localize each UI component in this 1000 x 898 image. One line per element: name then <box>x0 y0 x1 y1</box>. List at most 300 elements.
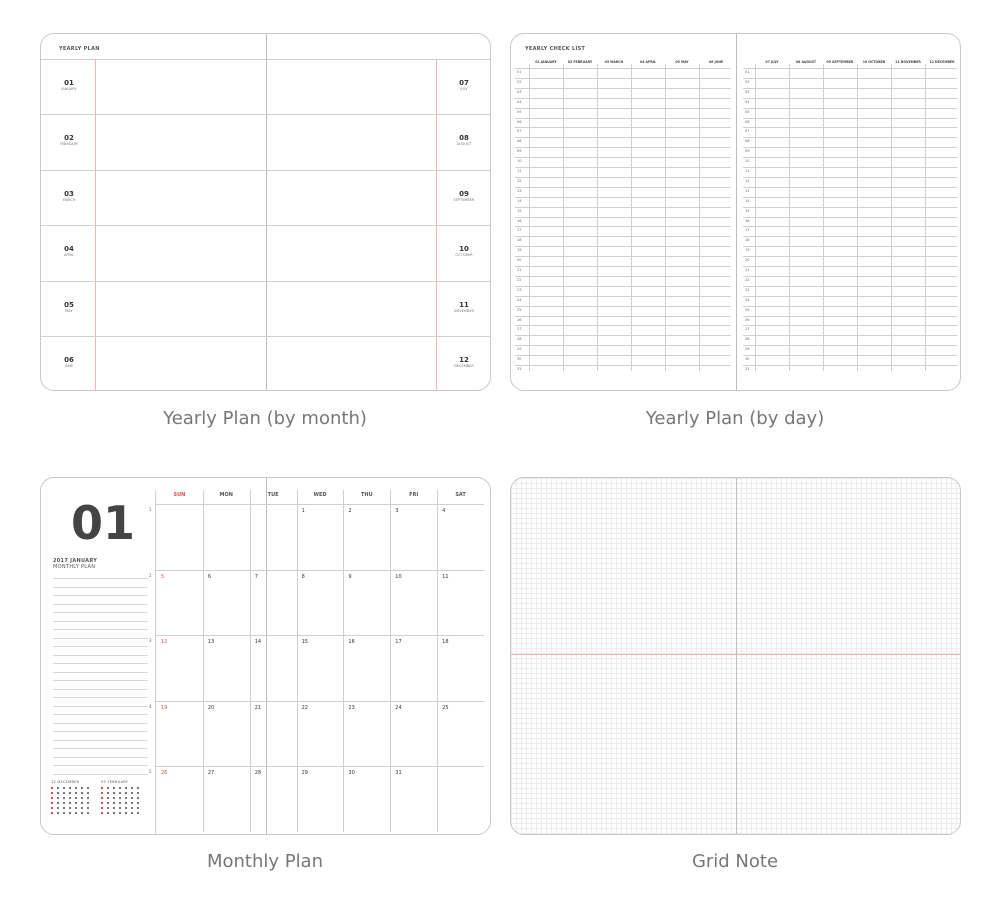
mini-cal-day <box>81 787 83 789</box>
weekday-header: SUN <box>173 492 186 498</box>
mini-cal-day <box>101 787 103 789</box>
calendar-col-line <box>297 490 298 832</box>
note-line <box>53 714 148 715</box>
checklist-row-line <box>743 217 957 218</box>
mini-cal-day <box>131 812 133 814</box>
week-number: 3 <box>149 638 152 643</box>
week-number: 1 <box>149 507 152 512</box>
mini-cal-day <box>87 802 89 804</box>
checklist-row-line <box>515 256 731 257</box>
mini-cal-day <box>63 807 65 809</box>
checklist-row-line <box>515 78 731 79</box>
mini-cal-day <box>119 787 121 789</box>
day-number: 12 <box>745 178 750 183</box>
month-subtitle-2: MONTHLY PLAN <box>53 564 96 570</box>
grid-note-panel <box>510 477 961 835</box>
checklist-row-line <box>515 197 731 198</box>
month-label-right <box>449 79 479 91</box>
monthly-plan-panel <box>40 477 491 835</box>
note-line <box>53 629 148 630</box>
mini-cal-day <box>137 802 139 804</box>
checklist-row-line <box>515 118 731 119</box>
checklist-header: 02 FEBRUARY <box>567 60 593 64</box>
calendar-day: 6 <box>207 573 212 580</box>
checklist-row-line <box>743 207 957 208</box>
day-number: 09 <box>517 149 522 154</box>
mini-cal-day <box>69 792 71 794</box>
mini-cal-day <box>63 812 65 814</box>
note-line <box>53 689 148 690</box>
mini-cal-day <box>63 802 65 804</box>
day-number: 18 <box>745 238 750 243</box>
month-name: MARCH <box>62 197 76 202</box>
month-number: 06 <box>64 356 74 364</box>
mini-cal-day <box>137 792 139 794</box>
mini-cal-day <box>75 787 77 789</box>
note-line <box>53 621 148 622</box>
day-number: 10 <box>517 159 522 164</box>
mini-cal-day <box>81 802 83 804</box>
checklist-header: 09 SEPTEMBER <box>826 60 854 64</box>
mini-cal-day <box>137 787 139 789</box>
week-number: 5 <box>149 769 152 774</box>
calendar-day: 20 <box>207 704 215 711</box>
day-number: 24 <box>745 297 750 302</box>
mini-cal-right-title: 02 FEBRUARY <box>101 780 129 784</box>
day-number: 18 <box>517 238 522 243</box>
weekday-header: WED <box>313 492 327 498</box>
day-number: 13 <box>745 188 750 193</box>
yearly-plan-day-panel <box>510 33 961 391</box>
month-name: NOVEMBER <box>454 308 474 313</box>
calendar-day: 23 <box>348 704 355 711</box>
checklist-row-line <box>515 296 731 297</box>
month-number: 04 <box>64 245 74 254</box>
month-number: 10 <box>459 245 469 254</box>
checklist-row-line <box>515 147 731 148</box>
day-number: 02 <box>745 79 750 84</box>
calendar-day: 28 <box>254 770 262 776</box>
checklist-row-line <box>515 226 731 227</box>
mini-cal-day <box>125 797 127 799</box>
note-line <box>53 604 148 605</box>
calendar-day: 14 <box>254 639 262 645</box>
day-number: 21 <box>745 268 750 272</box>
row-divider <box>41 170 490 171</box>
caption-yearly-plan-day: Yearly Plan (by day) <box>645 408 825 429</box>
calendar-day: 19 <box>161 704 168 711</box>
checklist-header: 11 NOVEMBER <box>895 60 921 64</box>
checklist-row-line <box>743 276 957 277</box>
month-number: 03 <box>64 189 74 198</box>
day-number: 17 <box>745 228 750 233</box>
month-big-number: 01 <box>71 496 136 550</box>
calendar-header-line <box>156 504 484 505</box>
checklist-row-line <box>515 177 731 178</box>
calendar-row-line <box>156 701 484 702</box>
mini-cal-day <box>113 792 115 794</box>
mini-cal-day <box>87 797 89 799</box>
calendar-row-line <box>156 570 484 571</box>
calendar-day: 9 <box>348 573 352 580</box>
mini-cal-day <box>57 792 59 794</box>
checklist-row-line <box>515 316 731 317</box>
calendar-day: 10 <box>395 573 402 580</box>
note-line <box>53 587 148 588</box>
checklist-row-line <box>743 187 957 188</box>
month-name: AUGUST <box>456 142 472 147</box>
note-line <box>53 655 148 656</box>
mini-cal-day <box>119 802 121 804</box>
day-number: 02 <box>517 79 522 84</box>
day-number: 19 <box>517 248 522 253</box>
mini-cal-day <box>81 797 83 799</box>
mini-cal-day <box>101 797 103 799</box>
calendar-day: 30 <box>348 770 355 776</box>
day-number: 14 <box>517 198 522 203</box>
mini-cal-day <box>107 807 109 809</box>
day-number: 11 <box>745 169 750 173</box>
checklist-row-line <box>515 236 731 237</box>
mini-cal-day <box>113 797 115 799</box>
checklist-row-line <box>515 306 731 307</box>
day-number: 09 <box>745 149 750 154</box>
month-label-left <box>59 134 79 146</box>
checklist-row-line <box>515 187 731 188</box>
grid-center-line <box>511 654 960 655</box>
mini-calendar-left <box>51 780 97 820</box>
yearly-check-title: YEARLY CHECK LIST <box>525 46 586 52</box>
month-label-right <box>449 134 479 146</box>
mini-cal-day <box>57 797 59 799</box>
mini-cal-day <box>81 812 83 814</box>
mini-cal-day <box>57 812 59 814</box>
checklist-header: 03 MARCH <box>604 60 624 64</box>
checklist-row-line <box>743 78 957 79</box>
checklist-row-line <box>515 88 731 89</box>
checklist-row-line <box>743 246 957 247</box>
day-number: 27 <box>517 327 522 332</box>
calendar-col-line <box>437 490 438 832</box>
checklist-row-line <box>743 108 957 109</box>
day-number: 31 <box>517 367 522 371</box>
checklist-row-line <box>743 236 957 237</box>
day-number: 04 <box>745 99 750 104</box>
mini-cal-day <box>119 792 121 794</box>
day-number: 16 <box>517 218 522 223</box>
row-divider <box>41 225 490 226</box>
mini-cal-day <box>81 792 83 794</box>
day-number: 28 <box>517 337 522 342</box>
month-number: 02 <box>64 134 74 143</box>
mini-cal-day <box>81 807 83 809</box>
month-number: 07 <box>459 79 469 87</box>
calendar-day: 24 <box>395 704 402 711</box>
mini-cal-day <box>87 787 89 789</box>
day-number: 12 <box>517 178 522 183</box>
day-number: 05 <box>517 109 522 114</box>
day-number: 23 <box>745 287 750 292</box>
day-number: 27 <box>745 327 750 332</box>
day-number: 16 <box>745 218 750 223</box>
month-name: JUNE <box>64 364 74 368</box>
mini-cal-day <box>69 812 71 814</box>
day-number: 17 <box>517 228 522 233</box>
mini-cal-day <box>51 792 53 794</box>
calendar-col-line <box>203 490 204 832</box>
mini-cal-day <box>137 807 139 809</box>
checklist-row-line <box>743 296 957 297</box>
month-number: 01 <box>64 79 74 87</box>
mini-cal-day <box>137 812 139 814</box>
mini-cal-day <box>51 787 53 789</box>
day-number: 03 <box>745 89 750 94</box>
day-number: 06 <box>517 119 522 124</box>
day-number: 22 <box>517 277 522 282</box>
mini-cal-day <box>101 807 103 809</box>
mini-cal-day <box>125 787 127 789</box>
mini-cal-day <box>125 802 127 804</box>
mini-cal-day <box>57 807 59 809</box>
note-line <box>53 638 148 639</box>
mini-cal-day <box>63 787 65 789</box>
row-divider <box>41 336 490 337</box>
weekday-header: SAT <box>455 492 466 498</box>
day-number: 05 <box>745 109 750 114</box>
checklist-row-line <box>515 355 731 356</box>
day-number: 19 <box>745 248 750 253</box>
day-number: 22 <box>745 277 750 282</box>
month-label-left <box>59 356 79 368</box>
calendar-col-line <box>250 490 251 832</box>
mini-cal-day <box>69 802 71 804</box>
day-number: 29 <box>517 347 522 352</box>
checklist-row-line <box>743 286 957 287</box>
day-number: 31 <box>745 367 750 371</box>
checklist-header: 07 JULY <box>765 60 779 64</box>
day-number: 01 <box>745 70 750 74</box>
page-spine <box>736 478 737 834</box>
checklist-header: 04 APRIL <box>639 60 657 64</box>
note-line <box>53 706 148 707</box>
checklist-row-line <box>743 316 957 317</box>
mini-cal-day <box>131 807 133 809</box>
mini-cal-day <box>107 802 109 804</box>
note-line <box>53 740 148 741</box>
day-number: 24 <box>517 297 522 302</box>
yearly-plan-month-panel <box>40 33 491 391</box>
month-name: OCTOBER <box>455 253 473 258</box>
calendar-row-line <box>156 635 484 636</box>
day-number: 11 <box>517 169 522 173</box>
calendar-day: 17 <box>395 639 402 645</box>
month-label-right <box>449 356 479 368</box>
checklist-row-line <box>743 68 957 69</box>
mini-cal-day <box>57 787 59 789</box>
month-number: 09 <box>459 189 469 198</box>
month-label-left <box>59 301 79 313</box>
checklist-row-line <box>743 127 957 128</box>
checklist-row-line <box>743 266 957 267</box>
day-number: 15 <box>745 208 750 213</box>
week-number: 4 <box>149 703 152 709</box>
checklist-row-line <box>515 345 731 346</box>
weekday-header: TUE <box>267 492 279 498</box>
day-number: 14 <box>745 198 750 203</box>
mini-cal-day <box>125 792 127 794</box>
month-subtitle: 2017 JANUARY <box>53 558 98 564</box>
day-number: 13 <box>517 188 522 193</box>
month-name: MAY <box>65 308 73 313</box>
mini-cal-day <box>51 802 53 804</box>
calendar-day: 13 <box>207 639 215 645</box>
day-number: 20 <box>745 258 750 263</box>
mini-cal-day <box>107 787 109 789</box>
month-name: FEBRUARY <box>59 142 79 147</box>
note-line <box>53 748 148 749</box>
month-name: JULY <box>460 87 468 91</box>
mini-cal-day <box>107 812 109 814</box>
mini-cal-day <box>101 812 103 814</box>
checklist-row-line <box>515 68 731 69</box>
note-line <box>53 680 148 681</box>
mini-cal-day <box>125 807 127 809</box>
calendar-day: 25 <box>442 704 449 711</box>
calendar-day: 29 <box>301 770 308 776</box>
month-name: DECEMBER <box>454 364 474 368</box>
checklist-row-line <box>743 325 957 326</box>
row-divider <box>41 114 490 115</box>
day-number: 06 <box>745 119 750 124</box>
note-line <box>53 697 148 698</box>
checklist-row-line <box>515 207 731 208</box>
month-number: 12 <box>459 356 469 364</box>
day-number: 26 <box>745 317 750 322</box>
weekday-header: FRI <box>409 492 419 498</box>
checklist-row-line <box>515 167 731 168</box>
day-number: 08 <box>517 139 522 144</box>
calendar-day: 16 <box>348 639 355 645</box>
day-number: 03 <box>517 89 522 94</box>
checklist-row-line <box>743 137 957 138</box>
month-label-right <box>449 245 479 257</box>
checklist-row-line <box>515 217 731 218</box>
note-line <box>53 646 148 647</box>
note-line <box>53 723 148 724</box>
checklist-row-line <box>515 266 731 267</box>
calendar-day: 22 <box>301 704 308 711</box>
checklist-row-line <box>515 276 731 277</box>
checklist-row-line <box>515 108 731 109</box>
mini-cal-day <box>75 812 77 814</box>
mini-cal-day <box>63 792 65 794</box>
month-name: SEPTEMBER <box>453 197 475 202</box>
checklist-row-line <box>515 286 731 287</box>
calendar-day: 1 <box>301 508 305 514</box>
day-number: 26 <box>517 317 522 322</box>
day-number: 08 <box>745 139 750 144</box>
mini-cal-day <box>113 807 115 809</box>
note-line <box>53 672 148 673</box>
checklist-header: 01 JANUARY <box>535 60 557 64</box>
month-number: 08 <box>459 134 469 143</box>
mini-cal-day <box>125 812 127 814</box>
day-number: 07 <box>745 129 750 134</box>
checklist-row-line <box>515 137 731 138</box>
note-line <box>53 663 148 664</box>
note-line <box>53 757 148 758</box>
checklist-header: 06 JUNE <box>708 60 724 64</box>
mini-cal-day <box>87 807 89 809</box>
checklist-row-line <box>743 147 957 148</box>
mini-cal-day <box>87 812 89 814</box>
day-number: 28 <box>745 337 750 342</box>
month-label-left <box>59 190 79 202</box>
mini-cal-day <box>75 792 77 794</box>
calendar-day: 27 <box>207 770 215 776</box>
caption-yearly-plan-month: Yearly Plan (by month) <box>163 408 367 429</box>
checklist-row-line <box>743 98 957 99</box>
mini-cal-day <box>113 787 115 789</box>
checklist-header: 08 AUGUST <box>795 60 817 64</box>
checklist-row-line <box>515 98 731 99</box>
month-name: JANUARY <box>61 87 77 91</box>
checklist-row-line <box>743 345 957 346</box>
mini-cal-day <box>57 802 59 804</box>
mini-cal-day <box>51 797 53 799</box>
weekday-header: THU <box>361 492 373 498</box>
note-line <box>53 731 148 732</box>
yearly-plan-title: YEARLY PLAN <box>59 46 100 52</box>
checklist-row-line <box>743 167 957 168</box>
mini-cal-day <box>75 807 77 809</box>
page-spine <box>736 34 737 390</box>
month-number: 05 <box>64 300 74 309</box>
calendar-col-line <box>343 490 344 832</box>
calendar-col-line <box>390 490 391 832</box>
mini-cal-left-title: 12 DECEMBER <box>51 780 80 784</box>
mini-cal-day <box>119 797 121 799</box>
checklist-row-line <box>743 157 957 158</box>
month-label-left <box>59 245 79 257</box>
day-number: 07 <box>517 129 522 134</box>
calendar-day: 31 <box>395 770 402 776</box>
day-number: 29 <box>745 347 750 352</box>
checklist-row-line <box>743 306 957 307</box>
mini-cal-day <box>63 797 65 799</box>
month-label-left <box>59 79 79 91</box>
checklist-header: 10 OCTOBER <box>862 60 886 64</box>
mini-cal-day <box>131 802 133 804</box>
mini-cal-day <box>51 807 53 809</box>
mini-cal-day <box>107 792 109 794</box>
day-number: 30 <box>517 357 522 362</box>
month-label-right <box>449 190 479 202</box>
mini-cal-day <box>75 802 77 804</box>
mini-cal-day <box>69 807 71 809</box>
day-number: 30 <box>745 357 750 362</box>
checklist-row-line <box>743 226 957 227</box>
calendar-row-line <box>156 766 484 767</box>
day-number: 04 <box>517 99 522 104</box>
checklist-row-line <box>515 335 731 336</box>
note-line <box>53 765 148 766</box>
calendar-day: 15 <box>301 639 308 645</box>
mini-cal-day <box>137 797 139 799</box>
day-number: 25 <box>517 307 522 312</box>
checklist-row-line <box>743 88 957 89</box>
day-number: 23 <box>517 287 522 292</box>
